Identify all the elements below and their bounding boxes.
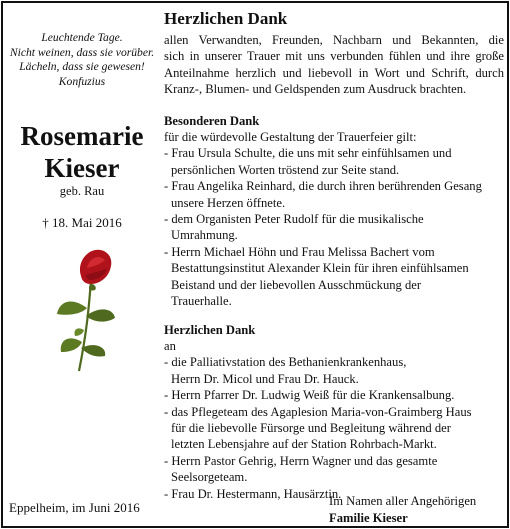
main-heading: Herzlichen Dank [164,9,288,28]
list-item-cont: Bestattungsinstitut Alexander Klein für ihren einfühlsamen [171,261,469,276]
first-name: Rosemarie [20,121,144,151]
list-item: - das Pflegeteam des Agaplesion Maria-von-Graimberg Haus [164,404,472,419]
list-item-cont: Trauerhalle. [171,294,232,309]
list-item: - Herrn Michael Höhn und Frau Melissa Bachert vom [164,244,435,259]
list-item-cont: persönlichen Worten tröstend zur Seite stand. [171,162,400,177]
birth-name: geb. Rau [59,184,105,198]
section1-lead: für die würdevolle Gestaltung der Trauerfeier gilt: [164,130,417,145]
list-item-cont: Beistand und der liebevollen Ausschmückung der [171,277,422,292]
family-name: Familie Kieser [329,510,408,525]
death-date: † 18. Mai 2016 [42,215,122,230]
list-item: - Herrn Pastor Gehrig, Herrn Wagner und das gesamte [164,453,438,468]
quote-line: Lächeln, dass sie gewesen! [19,60,145,73]
place-date: Eppelheim, im Juni 2016 [9,500,140,515]
obituary-card [1,1,509,528]
list-item: - Frau Dr. Hestermann, Hausärztin. [164,486,342,501]
left-column [3,3,161,526]
section2-list [164,354,504,502]
deceased-name [3,120,161,184]
intro-paragraph [164,32,504,98]
quote [7,31,157,89]
last-name: Kieser [44,153,120,183]
signature-line: Im Namen aller Angehörigen [329,494,477,508]
list-item-cont: für die liebevolle Fürsorge und Begleitung während der [171,420,451,435]
section1-heading: Besonderen Dank [164,113,260,128]
list-item-cont: unsere Herzen öffnete. [171,195,286,210]
section1-list [164,145,504,309]
list-item-cont: Umrahmung. [171,228,238,243]
list-item-cont: letzten Lebensjahre auf der Station Rohrbach-Markt. [171,437,437,452]
list-item: - dem Organisten Peter Rudolf für die musikalische [164,212,424,227]
list-item-cont: Herrn Dr. Micol und Frau Dr. Hauck. [171,371,359,386]
quote-line: Nicht weinen, dass sie vorüber. [9,45,155,59]
quote-author: Konfuzius [58,74,106,88]
section2-lead: an [164,338,176,353]
list-item: - Frau Ursula Schulte, die uns mit sehr einfühlsamen und [164,146,452,161]
section2-heading: Herzlichen Dank [164,322,256,337]
list-item: - die Palliativstation des Bethanienkrankenhaus, [164,355,407,370]
list-item: - Herrn Pfarrer Dr. Ludwig Weiß für die Krankensalbung. [164,388,455,403]
list-item: - Frau Angelika Reinhard, die durch ihren berührenden Gesang [164,179,482,194]
signature [329,493,509,526]
quote-line: Leuchtende Tage. [41,31,123,44]
intro-line: allen Verwandten, Freunden, Nachbarn und Bekannten, die [164,33,504,47]
intro-line: Anteilnahme herzlich und liebevoll in Wort und Schrift, durch [164,65,504,80]
intro-line: sich in unserer Trauer mit uns verbunden fühlen und ihre große [164,49,504,64]
intro-line: Kranz-, Blumen- und Geldspenden zum Ausdruck brachten. [164,82,467,97]
rose-icon [51,246,121,376]
list-item-cont: Seelsorgeteam. [171,470,248,485]
right-column [164,9,504,502]
